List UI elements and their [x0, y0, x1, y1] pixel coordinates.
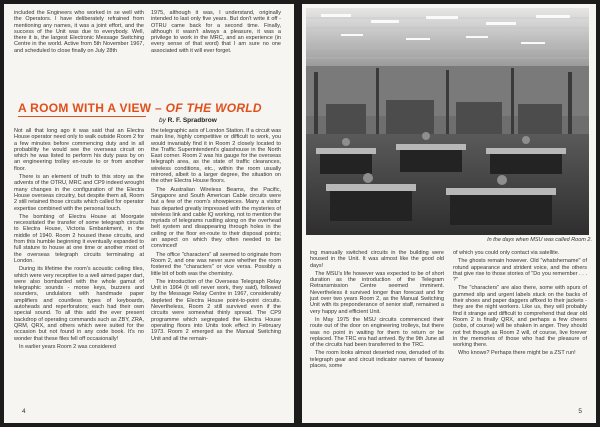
byline — [159, 117, 217, 124]
paragraph: ing manually switched circuits in the building were housed in the Unit. It was almost like the good old days! — [310, 250, 444, 269]
paragraph: There is an element of truth to this story as the advents of the OTRU, MRC and CP9 indeed wrought many changes in the configuration of the Electra House overseas circuitry, but despite them all, Room 2 still retained those circuits which called for operator expertise combined with the personal touch. — [14, 174, 144, 212]
article-column-2 — [151, 128, 281, 400]
photo-caption: In the days when MSU was called Room 2. — [487, 237, 592, 243]
paragraph: During its lifetime the room's acoustic ceiling tiles, which were very receptive to a well aimed paper dart, were also bombarded with the whole gamut of telegraphic sounds - morse keys, buzzers and sounders, undulators with handmade paper amplifiers and countless types of keyboards, autoheads and reperforators; each had their own special sound. To all this add the ever present backdrop of operating commands such as ZBY, ZRA, QRM, QRX, and others which were suited for the occasion but not found in any code book. It's no wonder that these files fell off occasionally! — [14, 266, 144, 342]
paragraph: The Australian Wireless Beams, the Pacific, Singapore and South American Cable circuits were but a few of the room's showpieces. Many a visitor has departed greatly impressed with the mysteries of wireless link and cable IQ working, not to mention the myriads of telegrams rustling along on the overhead belt system and disappearing through holes in the ceiling or the floor en-route to their disposal points; an aspect on which they often needed to be convinced! — [151, 186, 281, 250]
paragraph: In earlier years Room 2 was considered — [19, 343, 116, 350]
article-column-1 — [14, 128, 144, 400]
paragraph: The MSU's life however was expected to be of short duration as the introduction of the Telegram Retransmission Centre seemed imminent. Nevertheless it survived longer than forecast and for just over two years Room 2, as the Manual Switching Unit with its preponderance of senior staff, remained a very happy and efficient Unit. — [310, 270, 444, 315]
left-page — [4, 4, 294, 423]
office-photo-image — [306, 8, 589, 235]
paragraph: The room looks almost deserted now, denuded of its telegraph gear and circuit indicator names of faraway places, some — [310, 350, 444, 370]
paragraph: The bombing of Electra House at Moorgate necessitated the transfer of some telegraph circuits to Electra House, Victoria Embankment, in the middle of 1940. Room 2 housed these circuits, and from this humble beginning it eventually expanded to full stature to house at one time or another most of the overseas telegraph circuits terminating at London. — [14, 213, 144, 264]
headline-sub: OF THE WORLD — [165, 101, 262, 115]
headline-rule — [18, 116, 146, 117]
author-name: R. F. Spradbrow — [165, 117, 217, 124]
headline-main: A ROOM WITH A VIEW – — [18, 101, 166, 115]
paragraph: In May 1975 the MSU circuits commenced their route out of the door on engineering trolleys, but there was no point in waiting for them to return or be replaced. The TRC era had arrived. By the 9th June all of the circuits had been transferred to the TRC. — [310, 316, 444, 349]
byline-by: by — [159, 117, 166, 124]
previous-article-col1 — [14, 10, 144, 92]
paragraph: of which you could only contact via satellite. — [453, 250, 560, 256]
paragraph: included the Engineers who worked in se well with the Operators. I have deliberately refrained from mentioning any names, it was a joint effort, and the success of the Unit was due to everybody. Well, there it is, the largest Electronic Message Switching Centre in the world. Active from 5th November 1967, and scheduled to close finally on July 28th — [14, 10, 144, 54]
right-page — [302, 4, 596, 423]
paragraph: 1975, although it was, I understand, originally intended to last only five years. But don't write it off - OTRU came back for a second time. Finally, although it wasn't always a pleasure, it was a privilege to work in the MRC, and an experience (in every sense of that word) that I am sure no one associated with it will ever forget. — [151, 10, 281, 54]
previous-article-col2 — [151, 10, 281, 92]
office-photo — [306, 8, 589, 235]
paragraph: The "characters" are also there, some with spurs of gummed slip and urgent labels stuck on the backs of their shoes and paper daggers affixed to their jackets - they are the night workers. Like us, they will probably find it strange and difficult to comprehend that dear old Room 2 is finally QRX, and perhaps a few cheers (sobs, of course) will be shaken in anger. They should not fret though as Room 2 will, of course, live forever in the memories of those who had the pleasure of working there. — [453, 285, 587, 349]
page-number: 5 — [578, 408, 582, 415]
paragraph: Not all that long ago it was said that an Electra House operator need only to walk outside Room 2 for a few minutes before commencing duty and in all probability he would see the overseas circuit on which he was listed to perform his duty pass by on an engineering trolley en-route to or from another floor. — [14, 128, 144, 172]
paragraph: The introduction of the Overseas Telegraph Relay Unit in 1964 (it will never work, they said), followed by the Message Relay Centre in 1967, considerably depleted the Electra House point-to-point circuits. Nevertheless, Room 2 still survived even if the circuits were somewhat thinly spread. The CP9 programme which segregated the Electra House operating floors into Units took effect in February 1973. Room 2 emerged as the Manual Switching Unit and all the remain- — [151, 278, 281, 342]
paragraph: Who knows? Perhaps there might be a ZST run! — [458, 350, 576, 357]
page-number: 4 — [22, 408, 26, 415]
paragraph: the telegraphic axis of London Station. If a circuit was main line, highly competitive or difficult to work, you would invariably find it in Room 2 closely located to the Traffic Superintendent's glasshouse in the North East corner. Room 2 was his gauge for the overseas telegraph area, as the state of traffic clearances, wireless conditions, etc., within the room usually mirrored, albeit to a larger degree, the situation on the other Electra House floors. — [151, 128, 281, 185]
paragraph: The ghosts remain however. Old "whatshername" of rotund appearance and strident voice, and the others that give rise to those stories of "Do you remember . . . ?" — [453, 258, 587, 284]
article-column-4 — [453, 250, 587, 400]
paragraph: The office "characters" all seemed to originate from Room 2, and one was never sure whether the room fostered the "characters" or vice versa. Possibly a little bit of both was the chemistry. — [151, 251, 281, 277]
article-headline — [18, 101, 262, 115]
article-column-3 — [310, 250, 444, 400]
